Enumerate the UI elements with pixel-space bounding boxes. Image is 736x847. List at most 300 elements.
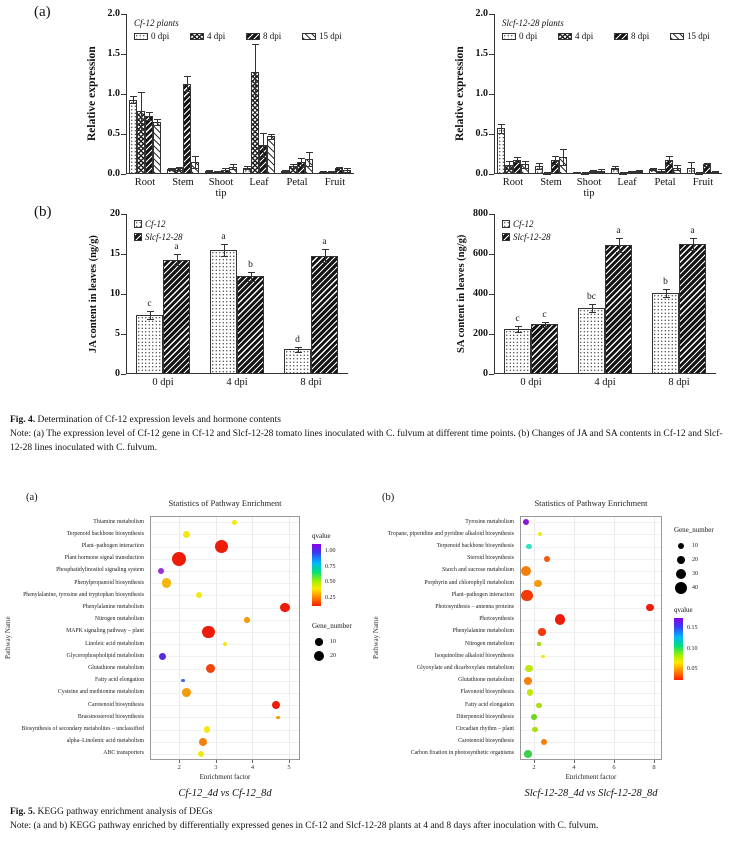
pathway-label: Glutathione metabolism [458,677,514,684]
gridline-horizontal [521,620,661,621]
data-point [223,642,227,646]
x-tick-label: 2 [532,764,536,771]
error-bar-cap [666,164,673,165]
y-tick-mark [121,214,126,215]
gridline-vertical [252,517,253,759]
gene-number-legend-dot [678,543,684,549]
error-bar-cap [268,134,275,135]
error-bar-cap [230,164,237,165]
y-tick-mark [121,174,126,175]
qvalue-colorbar [674,618,683,680]
error-bar-cap [298,166,305,167]
pathway-label: Diterpenoid biosynthesis [456,713,514,720]
legend-swatch [670,33,684,40]
gridline-horizontal [151,656,299,657]
error-bar-cap [268,139,275,140]
y-tick-label: 0 [115,368,120,379]
error-bar-cap [192,168,199,169]
qvalue-tick-label: 0.25 [325,594,336,601]
figure-4a-row [0,0,736,199]
y-tick-mark [489,174,494,175]
error-bar-cap [260,157,267,158]
data-point [541,739,547,745]
y-tick-label: 0.5 [475,128,488,139]
error-bar-cap [515,326,522,327]
error-bar-cap [589,304,596,305]
data-point [183,531,190,538]
data-point [525,665,532,672]
x-category-label: Root [134,177,156,188]
pathway-label: Isoquinoline alkaloid biosynthesis [434,652,514,659]
y-axis-label: JA content in leaves (ng/g) [88,235,99,353]
error-bar-cap [221,256,228,257]
fig4-caption [0,414,736,455]
legend-title: Cf-12 plants [134,18,179,28]
error-bar [669,156,670,164]
y-tick-mark [489,374,494,375]
error-bar-cap [663,297,670,298]
gridline-horizontal [151,693,299,694]
error-bar-cap [306,152,313,153]
error-bar-cap [290,168,297,169]
significance-letter: d [295,334,300,345]
gene-number-legend-title: Gene_number [674,526,714,534]
error-bar-cap [260,133,267,134]
pathway-label: Tyrosine metabolism [465,518,514,525]
gene-number-legend-dot [675,582,687,594]
error-bar-cap [616,252,623,253]
error-bar-cap [244,169,251,170]
legend-label: Cf-12 [513,219,534,229]
gridline-vertical [216,517,217,759]
error-bar-cap [589,312,596,313]
pathway-label: Terpenoid backbone biosynthesis [436,542,514,549]
y-tick-mark [489,14,494,15]
gene-number-legend-dot [677,556,685,564]
error-bar-cap [663,289,670,290]
pathway-label: Biosynthesis of secondary metabolites – unclassified [21,725,144,732]
y-tick-mark [121,94,126,95]
legend-item [134,219,166,229]
error-bar [693,238,694,251]
legend-item [134,232,183,242]
error-bar-cap [498,124,505,125]
error-bar [195,156,196,167]
pathway-label: Glutathione metabolism [88,664,144,671]
x-tick-mark [179,760,180,763]
error-bar-cap [214,172,221,173]
y-tick-label: 2.0 [475,8,488,19]
gridline-horizontal [151,608,299,609]
y-tick-mark [121,294,126,295]
significance-letter: a [616,226,621,236]
y-tick-label: 1.5 [475,48,488,59]
x-category-label: 8 dpi [668,377,690,388]
significance-letter: c [147,298,152,309]
error-bar-cap [658,169,665,170]
y-tick-label: 0.5 [107,128,120,139]
gridline-horizontal [521,559,661,560]
chart-kegg-slcf12-28 [368,486,736,802]
x-tick-mark [654,760,655,763]
gridline-horizontal [521,571,661,572]
y-axis-label: SA content in leaves (ng/g) [456,234,467,354]
gridline-horizontal [151,522,299,523]
gridline-horizontal [521,681,661,682]
comparison-caption: Slcf-12-28_4d vs Slcf-12-28_8d [524,788,658,799]
comparison-caption: Cf-12_4d vs Cf-12_8d [178,788,272,799]
x-category-label: 0 dpi [520,377,542,388]
legend-label: 15 dpi [687,31,710,41]
y-tick-label: 800 [473,208,488,219]
gridline-horizontal [521,547,661,548]
legend-item [246,31,281,41]
bar [267,136,275,174]
gene-number-legend-dot [676,569,686,579]
gridline-horizontal [151,681,299,682]
fig4-caption-label: Fig. 4. [10,415,36,425]
error-bar-cap [295,347,302,348]
data-point [158,568,164,574]
x-category-label: Root [502,177,524,188]
error-bar [501,124,502,134]
error-bar [309,152,310,166]
error-bar-cap [322,249,329,250]
pathway-label: alpha–Linolenic acid metabolism [66,738,144,745]
error-bar-cap [666,156,673,157]
y-tick-mark [121,334,126,335]
pathway-label: Nitrogen metabolism [464,640,514,647]
error-bar [149,112,150,120]
pathway-label: Flavonoid biosynthesis [460,689,514,696]
gridline-horizontal [521,730,661,731]
qvalue-legend-title: qvalue [674,606,693,614]
error-bar-cap [628,172,635,173]
bar [284,349,311,374]
x-tick-label: 5 [287,764,291,771]
data-point [172,552,186,566]
error-bar-cap [536,169,543,170]
error-bar-cap [222,172,229,173]
error-bar [141,92,142,130]
legend-label: 4 dpi [207,31,226,41]
y-tick-label: 0 [483,368,488,379]
x-tick-label: 8 [652,764,656,771]
pathway-label: MAPK signaling pathway – plant [66,628,144,635]
y-tick-mark [489,214,494,215]
bar [311,256,338,374]
legend-label: Slcf-12-28 [145,232,183,242]
error-bar-cap [206,172,213,173]
error-bar-cap [344,172,351,173]
error-bar [150,311,151,319]
fig5-caption-title-text: KEGG pathway enrichment analysis of DEGs [37,807,213,817]
y-tick-mark [489,94,494,95]
qvalue-tick-label: 0.75 [325,563,336,570]
bar [145,116,153,174]
legend-item [302,31,342,41]
legend-label: 15 dpi [319,31,342,41]
legend-label: Cf-12 [145,219,166,229]
legend-label: 8 dpi [631,31,650,41]
data-point [524,677,532,685]
error-bar-cap [184,76,191,77]
error-bar-cap [690,250,697,251]
pathway-label: Photosynthesis [479,616,514,623]
error-bar-cap [230,169,237,170]
significance-letter: bc [587,291,596,302]
gene-number-legend-dot [315,638,322,645]
x-tick-label: 4 [572,764,576,771]
error-bar-cap [574,173,581,174]
pathway-label: Thiamine metabolism [93,518,144,525]
error-bar-cap [542,327,549,328]
legend-title: Slcf-12-28 plants [502,18,564,28]
pathway-label: Glyoxylate and dicarboxylate metabolism [416,664,514,671]
legend-label: 4 dpi [575,31,594,41]
gridline-vertical [289,517,290,759]
legend-item [134,31,169,41]
bar [153,122,161,174]
significance-letter: c [542,310,547,320]
pathway-label: Steroid biosynthesis [467,555,514,562]
gridline-horizontal [151,742,299,743]
error-bar-cap [130,96,137,97]
x-category-label: 4 dpi [594,377,616,388]
error-bar-cap [298,158,305,159]
x-category-label: Shoot tip [576,177,602,199]
y-tick-mark [489,294,494,295]
error-bar-cap [176,170,183,171]
legend-swatch [134,233,142,241]
gene-number-legend-label: 30 [692,571,698,577]
pathway-label: Carbon fixation in photosynthetic organisms [410,750,514,757]
significance-letter: a [221,231,226,242]
pathway-label: Circadian rhythm – plant [455,725,514,732]
error-bar-cap [221,244,228,245]
gridline-horizontal [521,693,661,694]
fig4-caption-title-text: Determination of Cf-12 expression levels and hormone contents [37,415,281,425]
data-point [536,703,541,708]
fig5-caption-note: Note: (a and b) KEGG pathway enriched by differentially expressed genes in Cf-12 and Slcf-12-28 plants at 4 and 8 days after inoculation with C. fulvum. [10,820,599,831]
bar [136,315,163,374]
qvalue-colorbar [312,544,321,606]
error-bar-cap [174,254,181,255]
error-bar-cap [192,156,199,157]
significance-letter: a [690,225,695,236]
data-point [204,726,210,732]
legend-swatch [502,220,510,228]
error-bar [325,249,326,262]
error-bar-cap [328,172,335,173]
x-category-label: Leaf [249,177,269,188]
error-bar-cap [168,170,175,171]
error-bar-cap [650,170,657,171]
gridline-horizontal [521,534,661,535]
y-axis-label: Pathway Name [4,616,12,660]
bar [497,128,505,174]
bar [679,244,706,374]
legend-swatch [502,233,510,241]
gridline-horizontal [151,571,299,572]
x-axis-label: Enrichment factor [199,773,251,781]
gridline-horizontal [151,595,299,596]
gene-number-legend-title: Gene_number [312,622,352,630]
x-tick-mark [574,760,575,763]
y-tick-label: 0.0 [475,168,488,179]
pathway-label: Fatty acid elongation [95,677,144,684]
x-tick-mark [534,760,535,763]
pathway-label: Terpenoid backbone biosynthesis [66,530,144,537]
panel-label-b: (b) [34,204,52,220]
legend-swatch [190,33,204,40]
bar [578,308,605,374]
y-tick-mark [121,14,126,15]
error-bar-cap [498,133,505,134]
data-point [532,727,538,733]
gridline-horizontal [151,730,299,731]
data-point [206,664,215,673]
data-point [232,520,237,525]
gene-number-legend-label: 10 [330,639,336,645]
legend-swatch [246,33,260,40]
legend-item [670,31,710,41]
error-bar-cap [688,162,695,163]
y-tick-mark [121,54,126,55]
error-bar-cap [712,172,719,173]
error-bar-cap [674,170,681,171]
pathway-label: Phenylalanine, tyrosine and tryptophan biosynthesis [23,591,144,598]
error-bar-cap [147,311,154,312]
qvalue-legend-title: qvalue [312,532,331,540]
x-category-label: Petal [654,177,676,188]
data-point [159,653,166,660]
gridline-vertical [534,517,535,759]
bar [129,100,137,174]
figure-4b-row [0,196,736,408]
y-tick-mark [121,254,126,255]
error-bar-cap [252,99,259,100]
gridline-horizontal [151,583,299,584]
pathway-label: Linoleic acid metabolism [85,640,144,647]
x-category-label: Shoot tip [208,177,234,199]
x-category-label: 4 dpi [226,377,248,388]
qvalue-tick-label: 0.05 [687,666,698,673]
legend-item [614,31,649,41]
y-tick-label: 0.0 [107,168,120,179]
gridline-horizontal [521,669,661,670]
panel-label-b: (b) [382,492,395,503]
error-bar [619,238,620,252]
error-bar-cap [552,164,559,165]
error-bar [555,156,556,164]
error-bar-cap [560,165,567,166]
error-bar [592,304,593,313]
error-bar-cap [154,119,161,120]
significance-letter: a [322,237,327,248]
error-bar-cap [248,272,255,273]
error-bar-cap [515,332,522,333]
error-bar-cap [690,238,697,239]
x-category-label: Leaf [617,177,637,188]
error-bar-cap [506,161,513,162]
legend-item [502,232,551,242]
error-bar-cap [248,281,255,282]
pathway-label: Cysteine and methionine metabolism [57,689,144,696]
significance-letter: b [248,259,253,270]
x-tick-label: 4 [250,764,255,771]
x-category-label: Petal [286,177,308,188]
y-tick-label: 600 [473,248,488,259]
y-tick-mark [489,254,494,255]
y-tick-mark [121,134,126,135]
chart-ja-content [0,196,368,408]
x-category-label: Fruit [324,177,346,188]
legend-item [502,31,537,41]
chart-title: Statistics of Pathway Enrichment [168,498,282,508]
data-point [181,679,184,682]
error-bar-cap [560,149,567,150]
y-tick-label: 5 [115,328,120,339]
gridline-horizontal [521,595,661,596]
gridline-vertical [654,517,655,759]
data-point [555,614,565,624]
legend-label: Slcf-12-28 [513,232,551,242]
error-bar-cap [536,163,543,164]
error-bar-cap [138,92,145,93]
error-bar [177,254,178,265]
chart-sa-content [368,196,736,408]
legend-item [558,31,593,41]
pathway-label: ABC transporters [103,750,144,757]
bar [210,250,237,374]
data-point [537,642,540,645]
gridline-horizontal [151,534,299,535]
y-axis-label: Relative expression [86,46,98,142]
chart-title: Statistics of Pathway Enrichment [534,498,648,508]
pathway-label: Phenylpropanoid biosynthesis [74,579,144,586]
pathway-label: Phosphatidylinositol signaling system [56,567,144,574]
pathway-label: Tropane, piperidine and pyridine alkaloid biosynthesis [387,530,514,537]
gridline-horizontal [521,717,661,718]
error-bar-cap [688,173,695,174]
error-bar-cap [147,319,154,320]
significance-letter: c [515,314,520,324]
legend-label: 0 dpi [151,31,170,41]
x-category-label: 0 dpi [152,377,174,388]
gridline-horizontal [151,754,299,755]
pathway-label: Photosynthesis – antenna proteins [435,603,514,610]
gridline-horizontal [521,644,661,645]
y-tick-mark [489,134,494,135]
gridline-horizontal [521,583,661,584]
error-bar-cap [306,166,313,167]
x-tick-mark [252,760,253,763]
error-bar [666,289,667,296]
chart-slcf12-28-expression [368,0,736,199]
error-bar [691,162,692,173]
error-bar [301,158,302,166]
y-tick-label: 400 [473,288,488,299]
y-axis-label: Pathway Name [372,616,380,660]
error-bar-cap [514,162,521,163]
y-tick-label: 15 [110,248,120,259]
significance-letter: b [663,277,668,288]
data-point [541,655,544,658]
legend-swatch [614,33,628,40]
fig4-caption-title [10,414,726,428]
x-category-label: Stem [540,177,562,188]
